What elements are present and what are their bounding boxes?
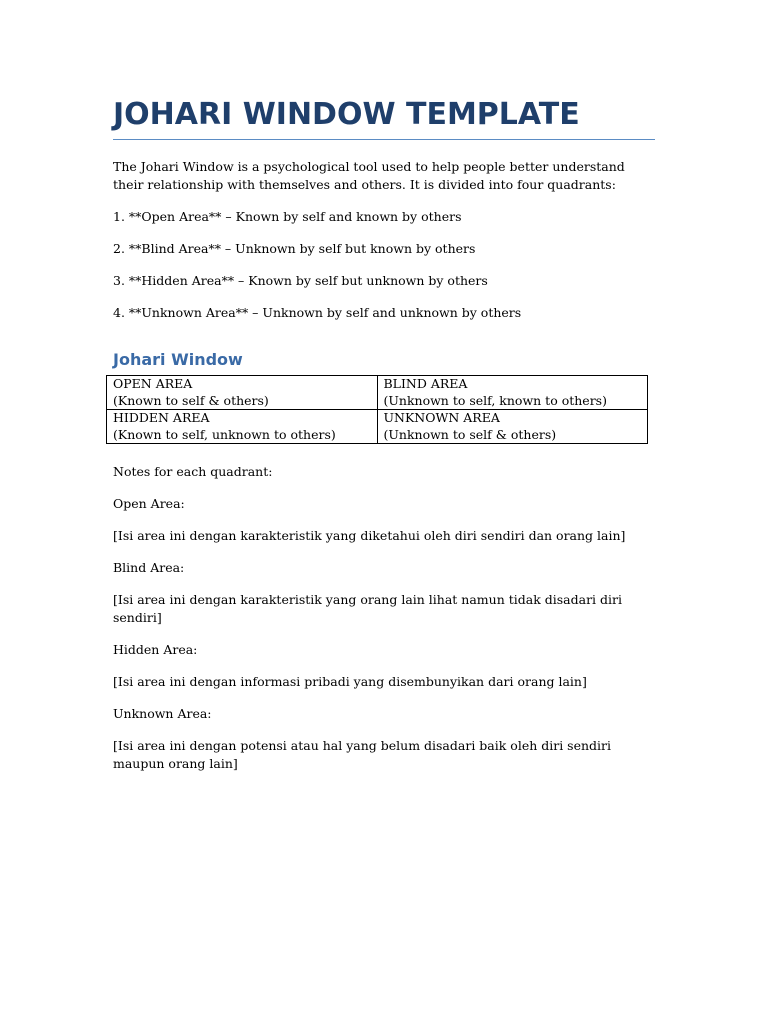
cell-description: (Known to self & others) xyxy=(113,392,269,408)
note-heading-hidden: Hidden Area: xyxy=(113,642,198,657)
unknown-area-cell xyxy=(377,410,648,444)
open-area-cell xyxy=(107,376,378,410)
note-text-unknown: [Isi area ini dengan potensi atau hal yang belum disadari baik oleh diri sendiri maupun orang lain] xyxy=(113,738,612,771)
note-heading-open: Open Area: xyxy=(113,496,185,511)
quadrant-list-item-hidden: 3. **Hidden Area** – Known by self but unknown by others xyxy=(113,273,488,288)
table-row xyxy=(107,376,648,410)
quadrant-list-item-unknown: 4. **Unknown Area** – Unknown by self and unknown by others xyxy=(113,305,522,320)
cell-label: OPEN AREA xyxy=(113,376,193,391)
cell-label: UNKNOWN AREA xyxy=(383,410,500,425)
document-title: JOHARI WINDOW TEMPLATE xyxy=(113,96,655,140)
table-row xyxy=(107,410,648,444)
cell-description: (Known to self, unknown to others) xyxy=(113,426,336,442)
note-text-open: [Isi area ini dengan karakteristik yang diketahui oleh diri sendiri dan orang lain] xyxy=(113,528,626,543)
section-heading: Johari Window xyxy=(113,350,243,369)
hidden-area-cell xyxy=(107,410,378,444)
note-text-blind: [Isi area ini dengan karakteristik yang orang lain lihat namun tidak disadari diri sendiri] xyxy=(113,592,622,625)
document-content xyxy=(113,96,655,773)
cell-description: (Unknown to self, known to others) xyxy=(383,392,607,408)
quadrant-list-item-blind: 2. **Blind Area** – Unknown by self but known by others xyxy=(113,241,476,256)
notes-intro: Notes for each quadrant: xyxy=(113,464,273,479)
note-text-hidden: [Isi area ini dengan informasi pribadi yang disembunyikan dari orang lain] xyxy=(113,674,587,689)
note-heading-unknown: Unknown Area: xyxy=(113,706,212,721)
quadrant-list-item-open: 1. **Open Area** – Known by self and known by others xyxy=(113,209,462,224)
cell-description: (Unknown to self & others) xyxy=(383,426,557,442)
cell-label: HIDDEN AREA xyxy=(113,410,210,425)
johari-window-table xyxy=(106,375,648,444)
cell-label: BLIND AREA xyxy=(383,376,468,391)
note-heading-blind: Blind Area: xyxy=(113,560,185,575)
blind-area-cell xyxy=(377,376,648,410)
intro-paragraph: The Johari Window is a psychological tool used to help people better understand their relationship with themselves and others. It is divided into four quadrants: xyxy=(113,159,625,192)
